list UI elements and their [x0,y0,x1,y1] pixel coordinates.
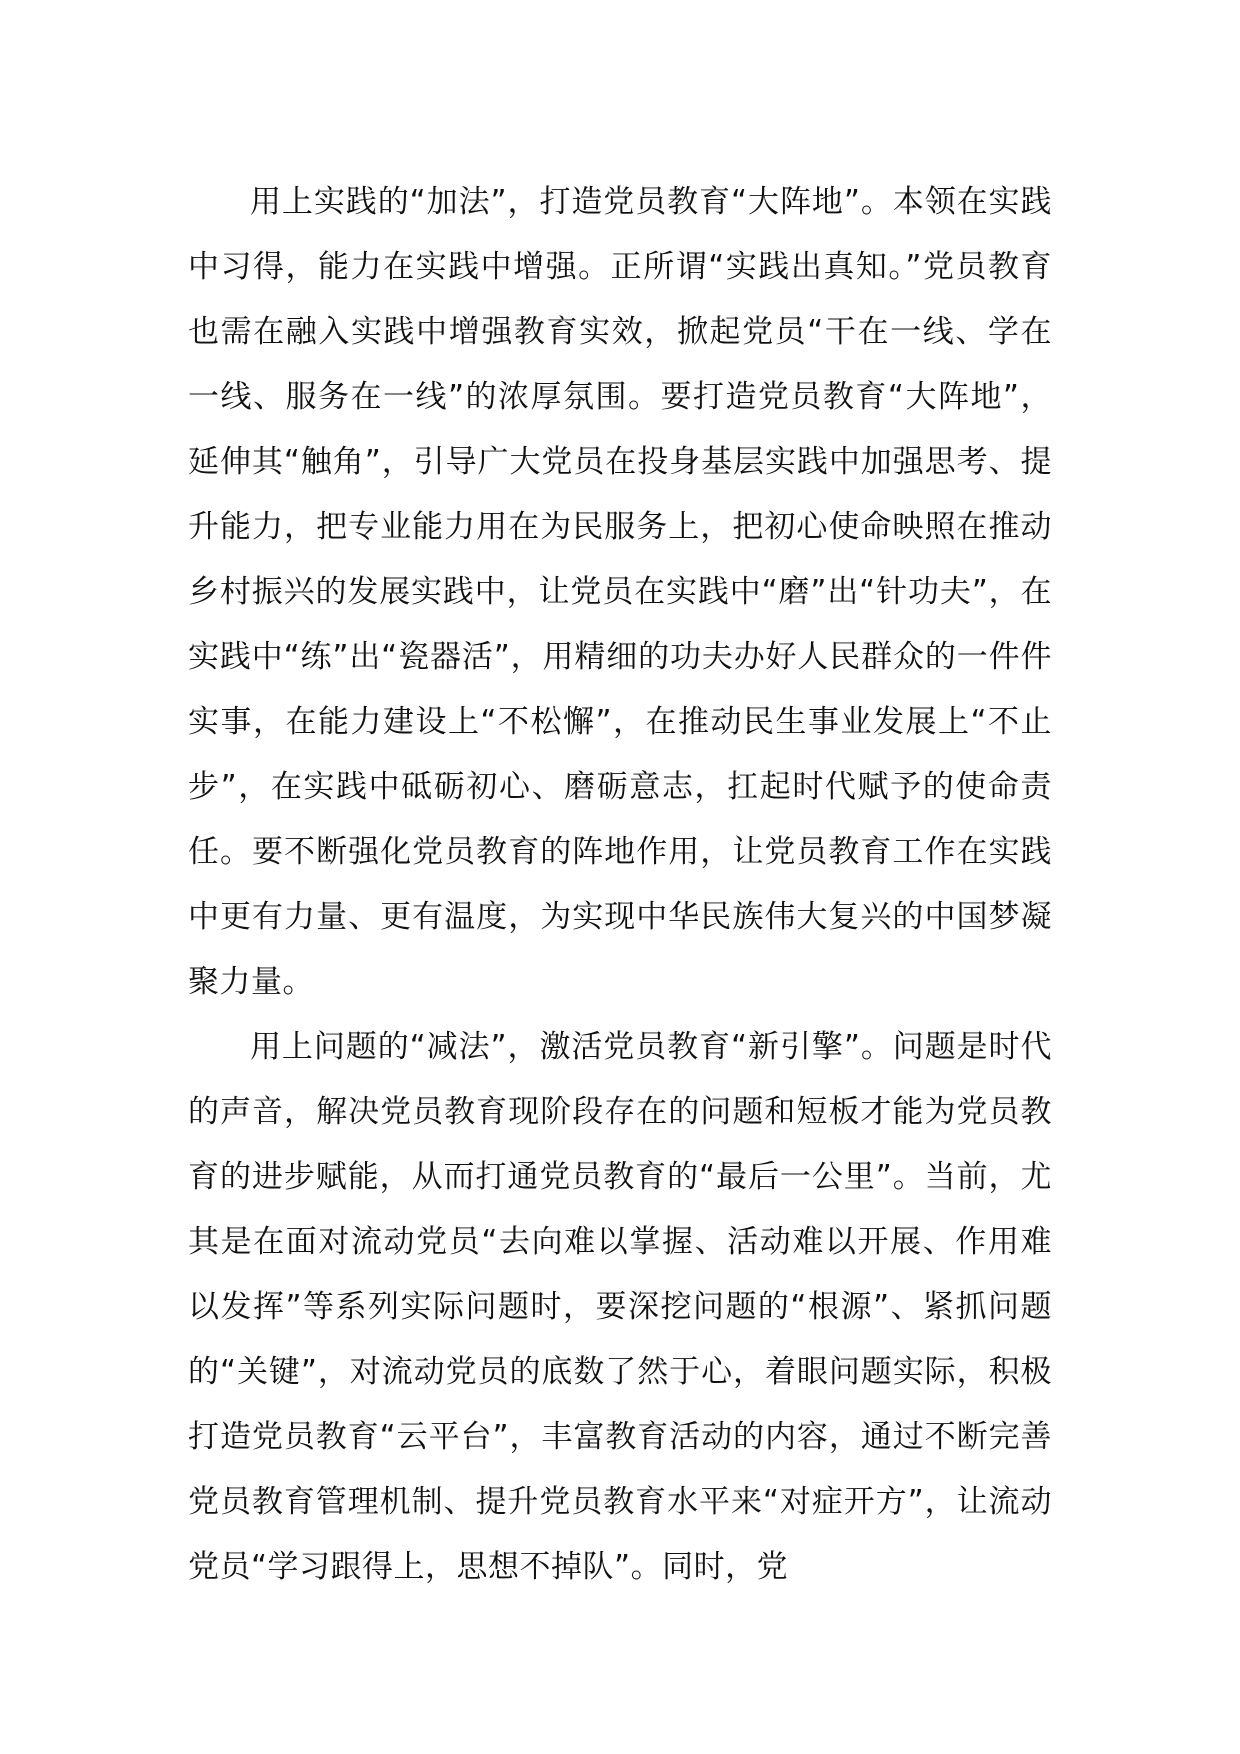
paragraph-problems: 用上问题的“减法”，激活党员教育“新引擎”。问题是时代的声音，解决党员教育现阶段存在的问题和短板才能为党员教育的进步赋能，从而打通党员教育的“最后一公里”。当前，尤其是在面对流动党员“去向难以掌握、活动难以开展、作用难以发挥”等系列实际问题时，要深挖问题的“根源”、紧抓问题的“关键”，对流动党员的底数了然于心，着眼问题实际，积极打造党员教育“云平台”，丰富教育活动的内容，通过不断完善党员教育管理机制、提升党员教育水平来“对症开方”，让流动党员“学习跟得上，思想不掉队”。同时，党 [188,1029,1052,1585]
paragraph-practice: 用上实践的“加法”，打造党员教育“大阵地”。本领在实践中习得，能力在实践中增强。正所谓“实践出真知。”党员教育也需在融入实践中增强教育实效，掀起党员“干在一线、学在一线、服务在一线”的浓厚氛围。要打造党员教育“大阵地”，延伸其“触角”，引导广大党员在投身基层实践中加强思考、提升能力，把专业能力用在为民服务上，把初心使命映照在推动乡村振兴的发展实践中，让党员在实践中“磨”出“针功夫”，在实践中“练”出“瓷器活”，用精细的功夫办好人民群众的一件件实事，在能力建设上“不松懈”，在推动民生事业发展上“不止步”，在实践中砥砺初心、磨砺意志，扛起时代赋予的使命责任。要不断强化党员教育的阵地作用，让党员教育工作在实践中更有力量、更有温度，为实现中华民族伟大复兴的中国梦凝聚力量。 [188,184,1052,1000]
document-body [188,170,1052,1600]
